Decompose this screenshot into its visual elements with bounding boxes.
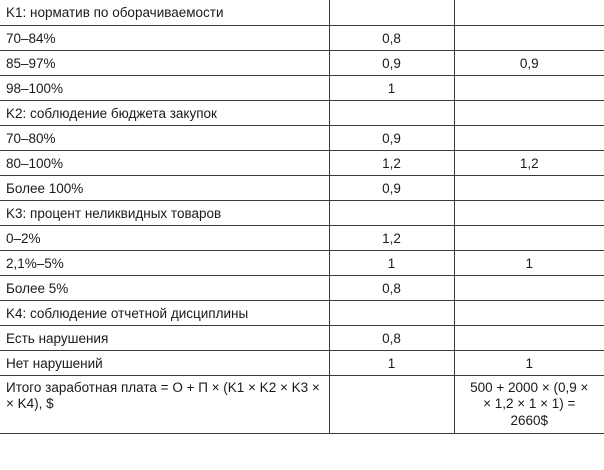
actual-cell — [454, 325, 604, 350]
row-label: K2: соблюдение бюджета закупок — [0, 100, 329, 125]
row-label: K4: соблюдение отчетной дисциплины — [0, 300, 329, 325]
actual-cell — [454, 200, 604, 225]
row-label: 98–100% — [0, 75, 329, 100]
coefficient-cell — [329, 300, 454, 325]
coefficient-cell: 0,8 — [329, 25, 454, 50]
coefficient-cell: 0,9 — [329, 175, 454, 200]
table-row-section-k1 — [0, 0, 604, 25]
row-label: 0–2% — [0, 225, 329, 250]
coefficient-cell: 1 — [329, 250, 454, 275]
table-row — [0, 350, 604, 375]
actual-cell — [454, 300, 604, 325]
row-label: 70–80% — [0, 125, 329, 150]
total-calculation-result: 2660$ — [510, 412, 549, 428]
row-label: Более 100% — [0, 175, 329, 200]
actual-cell: 1 — [454, 250, 604, 275]
table-row — [0, 275, 604, 300]
coefficient-cell: 0,8 — [329, 275, 454, 300]
table-row-total — [0, 375, 604, 433]
coefficient-cell: 1 — [329, 75, 454, 100]
actual-cell: 1,2 — [454, 150, 604, 175]
row-label: 2,1%–5% — [0, 250, 329, 275]
row-label: 80–100% — [0, 150, 329, 175]
row-label: K1: норматив по оборачиваемости — [0, 0, 329, 25]
row-label: 85–97% — [0, 50, 329, 75]
coefficient-cell — [329, 200, 454, 225]
coefficient-cell: 0,9 — [329, 50, 454, 75]
row-label: 70–84% — [0, 25, 329, 50]
actual-cell — [454, 125, 604, 150]
table-row — [0, 150, 604, 175]
actual-cell — [454, 75, 604, 100]
table-row-section-k3 — [0, 200, 604, 225]
total-calculation-line: 500 + 2000 × (0,9 × — [470, 379, 589, 395]
table-row — [0, 175, 604, 200]
actual-cell — [454, 0, 604, 25]
total-calculation-cell — [454, 375, 604, 433]
table-row — [0, 25, 604, 50]
coefficient-cell: 0,9 — [329, 125, 454, 150]
row-label: K3: процент неликвидных товаров — [0, 200, 329, 225]
total-calculation-line: × 1,2 × 1 × 1) = — [483, 396, 576, 411]
actual-cell: 0,9 — [454, 50, 604, 75]
table-row — [0, 50, 604, 75]
actual-cell — [454, 175, 604, 200]
total-label: Итого заработная плата = О + П × (K1 × K2 × K3 × × K4), $ — [0, 375, 329, 433]
actual-cell — [454, 25, 604, 50]
actual-cell — [454, 275, 604, 300]
row-label: Более 5% — [0, 275, 329, 300]
table-row — [0, 250, 604, 275]
actual-cell: 1 — [454, 350, 604, 375]
coefficient-cell: 1,2 — [329, 225, 454, 250]
total-coefficient-cell — [329, 375, 454, 433]
table-row-section-k4 — [0, 300, 604, 325]
coefficient-cell — [329, 0, 454, 25]
table-row — [0, 125, 604, 150]
table-row — [0, 325, 604, 350]
table-row — [0, 75, 604, 100]
table-row — [0, 225, 604, 250]
table-row-section-k2 — [0, 100, 604, 125]
coefficient-cell — [329, 100, 454, 125]
actual-cell — [454, 100, 604, 125]
coefficient-cell: 0,8 — [329, 325, 454, 350]
row-label: Нет нарушений — [0, 350, 329, 375]
coefficient-cell: 1,2 — [329, 150, 454, 175]
coefficient-cell: 1 — [329, 350, 454, 375]
actual-cell — [454, 225, 604, 250]
row-label: Есть нарушения — [0, 325, 329, 350]
